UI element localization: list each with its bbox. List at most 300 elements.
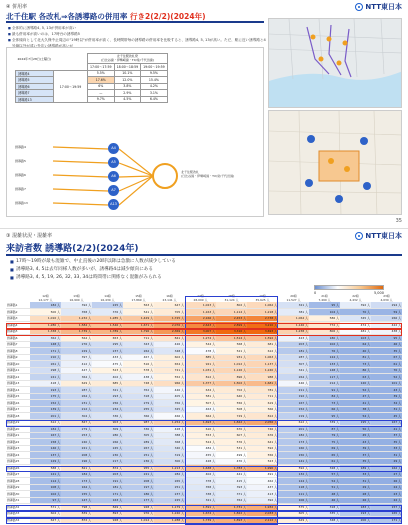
- heat-cell: 523 人: [92, 367, 123, 374]
- row-label: 誘導路9: [6, 354, 30, 361]
- usage-table: [15, 53, 168, 103]
- legend-high: 5,000: [373, 291, 384, 295]
- heat-cell: 338 人: [185, 491, 216, 498]
- heat-cell: 2,056 人: [247, 419, 278, 426]
- heat-cell: 516 人: [123, 361, 154, 368]
- node-a4: A4: [108, 143, 119, 154]
- row-label: 誘導路28: [6, 478, 30, 485]
- cell: 12.0%: [114, 77, 141, 84]
- heat-cell: 120 人: [340, 380, 371, 387]
- heat-cell: 1,739 人: [61, 328, 92, 335]
- heat-cell: 1,062 人: [247, 302, 278, 309]
- heat-cell: 2,369 人: [154, 328, 185, 335]
- heat-cell: 167 人: [371, 419, 402, 426]
- heat-cell: 41 人: [371, 426, 402, 433]
- row-label: 誘導路17: [6, 406, 30, 413]
- heat-cell: 478 人: [185, 348, 216, 355]
- heat-cell: 610 人: [185, 426, 216, 433]
- heat-cell: 225 人: [92, 302, 123, 309]
- heat-cell: 219 人: [278, 413, 309, 420]
- heat-cell: 664 人: [185, 413, 216, 420]
- heat-cell: 101 人: [371, 380, 402, 387]
- heat-cell: 556 人: [216, 400, 247, 407]
- heat-cell: 106 人: [278, 497, 309, 504]
- row-label: 誘導路7: [16, 90, 54, 97]
- heat-cell: 874 人: [92, 465, 123, 472]
- heat-cell: 28 人: [340, 491, 371, 498]
- cell: —: [88, 90, 115, 97]
- ntt-logo: [355, 231, 402, 241]
- cell: 9.5%: [141, 70, 168, 77]
- heat-cell: 475 人: [92, 361, 123, 368]
- heat-cell: 1,789 人: [92, 328, 123, 335]
- heat-cell: 2,453 人: [216, 315, 247, 322]
- heat-cell: 287 人: [278, 354, 309, 361]
- heat-cell: 1,012 人: [216, 361, 247, 368]
- heat-cell: 987 人: [123, 419, 154, 426]
- heat-cell: 162 人: [371, 465, 402, 472]
- heat-cell: 798 人: [61, 504, 92, 511]
- heat-cell: 75 人: [309, 439, 340, 446]
- row-label: 誘導路19: [6, 419, 30, 426]
- heat-cell: 231 人: [61, 400, 92, 407]
- heat-cell: 31 人: [371, 452, 402, 459]
- heat-cell: 208 人: [61, 452, 92, 459]
- heat-cell: 1,213 人: [154, 465, 185, 472]
- row-label: 誘導路5: [16, 77, 54, 84]
- period-header: 19:00〜19:59: [141, 64, 168, 71]
- section-label: ③ 混雑状況・混雑率: [6, 233, 53, 239]
- heat-cell: 966 人: [154, 380, 185, 387]
- heat-cell: 388 人: [154, 432, 185, 439]
- column-header: 14時 16,430 人: [100, 294, 115, 302]
- heat-cell: 3,693 人: [247, 328, 278, 335]
- heat-cell: 352 人: [216, 497, 247, 504]
- heat-cell: 568 人: [216, 341, 247, 348]
- heat-cell: 61 人: [371, 361, 402, 368]
- heat-cell: 484 人: [185, 445, 216, 452]
- heat-cell: 541 人: [123, 309, 154, 316]
- heat-cell: 22 人: [371, 497, 402, 504]
- slide-title: 来訪者数 誘導路(2/2)(2024年): [6, 244, 139, 254]
- column-header: 21時 7,490 人: [318, 294, 331, 302]
- heat-cell: 552 人: [154, 374, 185, 381]
- heat-cell: 104 人: [309, 309, 340, 316]
- cell: 3.1%: [141, 90, 168, 97]
- heat-cell: 921 人: [185, 361, 216, 368]
- heat-cell: 575 人: [278, 504, 309, 511]
- heat-cell: 160 人: [278, 445, 309, 452]
- heat-cell: 1,232 人: [61, 315, 92, 322]
- heat-cell: 1,584 人: [61, 322, 92, 329]
- heat-cell: 1,064 人: [278, 315, 309, 322]
- period-header: 17:00〜17:59: [88, 64, 115, 71]
- usage-panel: [6, 47, 264, 217]
- heat-cell: 24 人: [371, 484, 402, 491]
- brand-text: NTT東日本: [365, 232, 402, 240]
- heat-cell: 203 人: [278, 341, 309, 348]
- heat-cell: 73 人: [340, 361, 371, 368]
- corner-cell: [6, 295, 30, 302]
- heat-cell: 348 人: [309, 517, 340, 524]
- heat-cell: 556 人: [247, 452, 278, 459]
- heat-cell: 839 人: [61, 510, 92, 517]
- heat-cell: 1,502 人: [216, 380, 247, 387]
- heat-cell: 52 人: [340, 387, 371, 394]
- heat-cell: 264 人: [61, 393, 92, 400]
- title-rule: [6, 21, 264, 23]
- heat-cell: 255 人: [123, 406, 154, 413]
- heat-cell: 279 人: [61, 426, 92, 433]
- heat-cell: 1,031 人: [185, 367, 216, 374]
- heat-cell: 321 人: [278, 302, 309, 309]
- ntt-logo: [355, 2, 402, 12]
- heat-cell: 607 人: [216, 432, 247, 439]
- heat-cell: 1,238 人: [278, 328, 309, 335]
- heat-cell: 41 人: [340, 400, 371, 407]
- heat-cell: 592 人: [247, 445, 278, 452]
- heat-cell: 69 人: [309, 445, 340, 452]
- heat-cell: 108 人: [30, 484, 61, 491]
- heat-cell: 1,338 人: [30, 328, 61, 335]
- row-label: 誘導路11: [6, 367, 30, 374]
- heat-cell: 193 人: [30, 387, 61, 394]
- row-label: 誘導路6: [6, 335, 30, 342]
- heat-cell: 141 人: [278, 458, 309, 465]
- heat-cell: 73 人: [309, 400, 340, 407]
- heat-cell: 581 人: [185, 393, 216, 400]
- cell-highlight: 17.6%: [88, 77, 115, 84]
- heat-cell: 2,076 人: [154, 322, 185, 329]
- heat-cell: 111 人: [278, 491, 309, 498]
- heat-cell: 293 人: [92, 393, 123, 400]
- heat-cell: 896 人: [216, 374, 247, 381]
- row-label: 誘導路13: [6, 380, 30, 387]
- heat-cell: 54 人: [340, 413, 371, 420]
- heat-cell: 182 人: [278, 432, 309, 439]
- heat-cell: 38 人: [340, 406, 371, 413]
- heat-cell: 544 人: [185, 341, 216, 348]
- heat-cell: 802 人: [216, 302, 247, 309]
- heat-cell: 26 人: [371, 478, 402, 485]
- heat-cell: 364 人: [61, 374, 92, 381]
- bullet-item: ■ 誘導路3, 4, 5は去年同様人数が多いが、誘導路4は減少傾向にある: [10, 266, 176, 274]
- heat-cell: 3,310 人: [216, 328, 247, 335]
- heat-cell: 163 人: [92, 497, 123, 504]
- cell: 4.2%: [141, 83, 168, 90]
- heat-cell: 35 人: [371, 439, 402, 446]
- heat-cell: 57 人: [309, 471, 340, 478]
- heat-cell: 305 人: [123, 432, 154, 439]
- heat-cell: 225 人: [154, 497, 185, 504]
- heat-cell: 654 人: [154, 361, 185, 368]
- heat-cell: 189 人: [340, 465, 371, 472]
- column-header: 17時 28,009 人: [193, 294, 208, 302]
- heat-cell: 76 人: [309, 348, 340, 355]
- row-label: 誘導路4: [6, 322, 30, 329]
- heat-cell: 23 人: [371, 491, 402, 498]
- heat-cell: 571 人: [30, 504, 61, 511]
- row-label: 誘導路6: [16, 83, 54, 90]
- heat-cell: 34 人: [371, 400, 402, 407]
- heat-cell: 133 人: [309, 361, 340, 368]
- heat-cell: 158 人: [30, 439, 61, 446]
- heat-cell: 474 人: [340, 322, 371, 329]
- heat-cell: 376 人: [92, 309, 123, 316]
- cell: 6%: [88, 83, 115, 90]
- map-graphic: [269, 19, 402, 108]
- heat-cell: 371 人: [216, 491, 247, 498]
- row-label: 誘導路25: [6, 458, 30, 465]
- cell: 10.1%: [114, 70, 141, 77]
- heat-cell: 523 人: [247, 458, 278, 465]
- row-label: 誘導路18: [6, 413, 30, 420]
- heat-cell: 806 人: [309, 328, 340, 335]
- heat-cell: 634 人: [185, 387, 216, 394]
- row-label: 誘導路27: [6, 471, 30, 478]
- heat-cell: 976 人: [123, 510, 154, 517]
- heat-cell: 237 人: [154, 491, 185, 498]
- section-label: ④ 併用率: [6, 4, 28, 10]
- map-detail-graphic: [269, 111, 402, 215]
- heat-cell: 412 人: [61, 361, 92, 368]
- heat-cell: 173 人: [61, 478, 92, 485]
- heat-cell: 402 人: [185, 471, 216, 478]
- heat-cell: 318 人: [123, 393, 154, 400]
- heat-cell: 52 人: [371, 374, 402, 381]
- heat-cell: 234 人: [92, 406, 123, 413]
- heat-cell: 186 人: [123, 491, 154, 498]
- heat-cell: 381 人: [278, 309, 309, 316]
- heat-cell: 1,377 人: [185, 380, 216, 387]
- heat-cell: 2,738 人: [247, 315, 278, 322]
- diagram-label: 誘導路7: [15, 187, 26, 191]
- heat-cell: 356 人: [154, 400, 185, 407]
- heat-cell: 200 人: [340, 517, 371, 524]
- heat-cell: 491 人: [247, 471, 278, 478]
- heat-cell: 61 人: [309, 458, 340, 465]
- heat-cell: 245 人: [92, 445, 123, 452]
- heat-cell: 1,592 人: [247, 335, 278, 342]
- heat-cell: 676 人: [247, 432, 278, 439]
- flow-diagram: [13, 138, 263, 213]
- heat-cell: 366 人: [123, 413, 154, 420]
- heat-cell: 426 人: [154, 341, 185, 348]
- heat-cell: 54 人: [309, 478, 340, 485]
- heat-cell: 729 人: [216, 413, 247, 420]
- row-label: 誘導路2: [6, 309, 30, 316]
- column-header: 13時 16,900 人: [69, 294, 84, 302]
- heat-cell: 893 人: [92, 510, 123, 517]
- station-hub-icon: [152, 163, 178, 189]
- heat-cell: 43 人: [371, 387, 402, 394]
- bullet-item: ■ 全体的に誘導路4, 5, 13が併用率が高い: [8, 25, 266, 31]
- heat-cell: 841 人: [154, 335, 185, 342]
- heat-cell: 1,163 人: [185, 309, 216, 316]
- heat-cell: 64 人: [340, 341, 371, 348]
- heat-cell: 46 人: [309, 497, 340, 504]
- heat-cell: 563 人: [123, 302, 154, 309]
- heat-cell: 147 人: [61, 497, 92, 504]
- heat-cell: 903 人: [92, 419, 123, 426]
- heat-cell: 3,007 人: [185, 328, 216, 335]
- heat-cell: 1,893 人: [216, 517, 247, 524]
- heat-cell: 214 人: [309, 380, 340, 387]
- row-label: 誘導路16: [6, 400, 30, 407]
- heat-cell: 681 人: [247, 341, 278, 348]
- heat-cell: 566 人: [247, 406, 278, 413]
- heat-cell: 37 人: [371, 432, 402, 439]
- title-rule: [6, 254, 402, 256]
- row-label: 誘導路26: [6, 465, 30, 472]
- heat-cell: 2,112 人: [247, 517, 278, 524]
- heat-cell: 405 人: [154, 393, 185, 400]
- heat-cell: 103 人: [340, 335, 371, 342]
- heat-cell: 627 人: [30, 517, 61, 524]
- heat-cell: 446 人: [154, 387, 185, 394]
- heat-cell: 847 人: [61, 419, 92, 426]
- heat-cell: 592 人: [278, 465, 309, 472]
- bullet-item: ■ 17時～19時が最も混雑で、中止直後の20時以降は急激に人数が減少している: [10, 258, 176, 266]
- heat-cell: 266 人: [371, 315, 402, 322]
- heat-cell: 670 人: [216, 426, 247, 433]
- heat-cell: 167 人: [30, 432, 61, 439]
- heat-cell: 279 人: [123, 400, 154, 407]
- heat-cell: 711 人: [247, 393, 278, 400]
- heat-cell: 872 人: [61, 517, 92, 524]
- row-label: 誘導路12: [6, 374, 30, 381]
- bullet-item: ■ 全体傾向として北大久保中止周辺の"19時以"が併用率が高く、長時間帯毎の誘導路の併用率を比較すると、誘導路4, 5, 13が高い。ただ、駅に近い誘導路と4号線以外が遠い外歩い誘導路が高いが: [8, 37, 266, 49]
- node-a6: A6: [108, 171, 119, 182]
- heat-cell: 362 人: [30, 335, 61, 342]
- heat-cell: 37 人: [340, 452, 371, 459]
- heat-cell: 340 人: [154, 445, 185, 452]
- heat-cell: 79 人: [309, 432, 340, 439]
- heat-cell: 470 人: [216, 458, 247, 465]
- heat-cell: 256 人: [92, 400, 123, 407]
- row-label: 誘導路30: [6, 491, 30, 498]
- heat-cell: 253 人: [61, 432, 92, 439]
- heat-cell: 304 人: [61, 413, 92, 420]
- heat-cell: 321 人: [185, 497, 216, 504]
- heat-cell: 1,240 人: [154, 510, 185, 517]
- heat-cell: 653 人: [92, 335, 123, 342]
- heat-cell: 438 人: [371, 328, 402, 335]
- heat-cell: 181 人: [92, 484, 123, 491]
- slide-visitor-count: [0, 228, 408, 522]
- heat-cell: 45 人: [371, 413, 402, 420]
- heat-cell: 95 人: [371, 335, 402, 342]
- heat-cell: 175 人: [30, 393, 61, 400]
- heat-cell: 192 人: [278, 393, 309, 400]
- heat-cell: 499 人: [216, 452, 247, 459]
- heat-cell: 164 人: [61, 484, 92, 491]
- bullet-item: ■ 誘導路3, 4, 5, 19, 26, 32, 33, 34は時間帯に関係なく混雑がみられる: [10, 274, 176, 282]
- heat-cell: 148 人: [30, 341, 61, 348]
- heat-cell: 27 人: [371, 471, 402, 478]
- heat-cell: 1,179 人: [154, 504, 185, 511]
- cell: 5.5%: [88, 70, 115, 77]
- heat-cell: 1,010 人: [30, 315, 61, 322]
- heat-cell: 588 人: [30, 465, 61, 472]
- heat-cell: 348 人: [154, 348, 185, 355]
- heat-cell: 612 人: [278, 419, 309, 426]
- heat-cell: 955 人: [123, 465, 154, 472]
- diagram-label: 誘導路4: [15, 145, 26, 149]
- heat-cell: 508 人: [216, 406, 247, 413]
- table-header: 北千住駅改札発 (日比谷線・伊勢崎線・TX/常/千代田線): [88, 54, 168, 64]
- cell: 3.8%: [114, 83, 141, 90]
- heat-cell: 102 人: [309, 341, 340, 348]
- row-label: 誘導路1: [6, 302, 30, 309]
- heat-cell: 392 人: [247, 497, 278, 504]
- heat-cell: 325 人: [154, 406, 185, 413]
- title-main: 北千住駅 各改札⇒各誘導路の併用率: [6, 12, 131, 21]
- heat-cell: 422 人: [371, 322, 402, 329]
- legend-gradient: [314, 285, 384, 290]
- table-row: [6, 517, 402, 524]
- heat-cell: 196 人: [61, 458, 92, 465]
- heat-cell: 29 人: [340, 484, 371, 491]
- heat-cell: 418 人: [30, 380, 61, 387]
- heat-cell: 65 人: [309, 452, 340, 459]
- heat-cell: 345 人: [340, 315, 371, 322]
- heat-cell: 155 人: [61, 491, 92, 498]
- row-label: 誘導路22: [6, 439, 30, 446]
- heat-cell: 702 人: [216, 387, 247, 394]
- heat-cell: 1,114 人: [216, 309, 247, 316]
- heat-cell: 177 人: [123, 497, 154, 504]
- heat-cell: 343 人: [123, 341, 154, 348]
- heat-cell: 1,638 人: [185, 465, 216, 472]
- heat-cell: 446 人: [278, 380, 309, 387]
- heat-cell: 157 人: [371, 504, 402, 511]
- heat-cell: 339 人: [309, 419, 340, 426]
- row-label: 誘導路15: [6, 393, 30, 400]
- cell: 4.5%: [114, 96, 141, 103]
- heat-cell: 59 人: [371, 309, 402, 316]
- heat-cell: 1,285 人: [92, 315, 123, 322]
- heat-cell: 336 人: [92, 413, 123, 420]
- heat-cell: 146 人: [30, 445, 61, 452]
- color-legend: [314, 285, 384, 295]
- heat-cell: 276 人: [61, 341, 92, 348]
- heat-cell: 393 人: [216, 484, 247, 491]
- heat-cell: 640 人: [216, 393, 247, 400]
- heat-cell: 191 人: [92, 478, 123, 485]
- heat-cell: 602 人: [154, 354, 185, 361]
- heat-cell: 39 人: [340, 445, 371, 452]
- heat-cell: 184 人: [61, 471, 92, 478]
- heat-cell: 437 人: [247, 484, 278, 491]
- heat-cell: 289 人: [123, 439, 154, 446]
- heat-cell: 772 人: [309, 322, 340, 329]
- heat-cell: 67 人: [371, 354, 402, 361]
- heat-cell: 368 人: [154, 439, 185, 446]
- heat-cell: 87 人: [309, 426, 340, 433]
- heat-cell: 928 人: [92, 517, 123, 524]
- heat-cell: 267 人: [123, 445, 154, 452]
- row-label: 誘導路23: [6, 445, 30, 452]
- heat-cell: 462 人: [247, 478, 278, 485]
- row-label: 誘導路13: [16, 96, 54, 103]
- row-label: 誘導路29: [6, 484, 30, 491]
- diagram-label: 誘導路13: [15, 201, 28, 205]
- heat-cell: 51 人: [309, 484, 340, 491]
- heat-cell: 748 人: [123, 380, 154, 387]
- heat-cell: 45 人: [340, 432, 371, 439]
- heat-cell: 182 人: [30, 302, 61, 309]
